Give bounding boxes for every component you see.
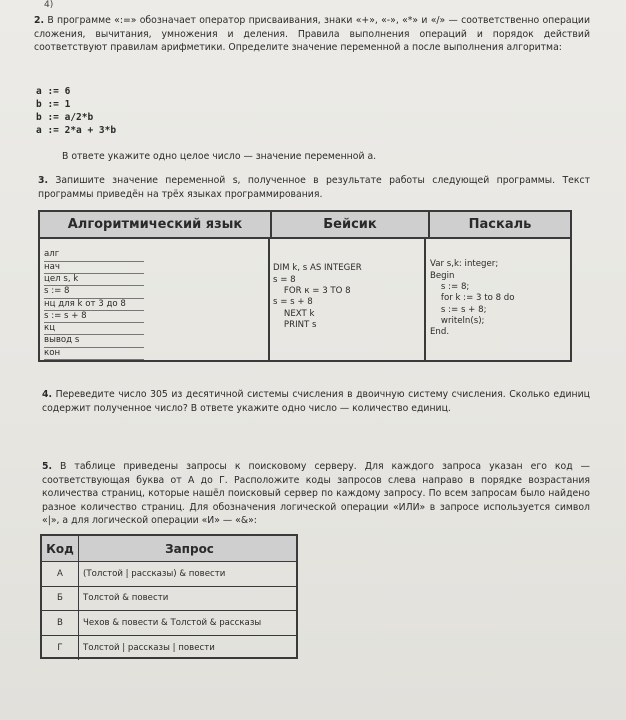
query-text: Чехов & повести & Толстой & рассказы: [83, 617, 262, 628]
code-line: алг: [44, 249, 144, 261]
basic-code: [270, 239, 426, 360]
question-2-text: В программе «:=» обозначает оператор присваивания, знаки «+», «-», «*» и «/» — соответственно операции сложения, вычитания, умножения и деления. Правила выполнения операций и порядок действий соответствуют правилам арифметики. Определите значение переменной a после выполнения алгоритма:: [34, 15, 590, 53]
code-line: цел s, k: [44, 274, 144, 286]
program-table-header: [40, 212, 570, 239]
code-line: b := a/2*b: [36, 112, 94, 123]
code-line: s = 8: [273, 274, 296, 285]
code-line: кон: [44, 348, 144, 360]
code-line: DIM k, s AS INTEGER: [273, 263, 362, 274]
query-table-header: [42, 536, 296, 562]
table-row: [42, 611, 296, 636]
question-2-number: 2.: [34, 15, 45, 26]
code-line: a := 2*a + 3*b: [36, 125, 117, 136]
table-row: [42, 587, 296, 612]
question-2-code: [36, 85, 116, 137]
header-pascal: Паскаль: [468, 217, 532, 233]
question-2-answer-hint: В ответе укажите одно целое число — значение переменной a.: [62, 151, 377, 162]
header-basic: Бейсик: [272, 212, 430, 237]
previous-answer-stub: 4): [44, 0, 54, 10]
query-code: А: [42, 562, 79, 586]
query-text: (Толстой | рассказы) & повести: [83, 568, 226, 579]
question-4: [42, 388, 590, 415]
question-3-number: 3.: [38, 175, 49, 186]
query-code: Б: [42, 587, 79, 611]
table-row: [42, 636, 296, 661]
question-5: [42, 460, 590, 528]
table-row: [42, 562, 296, 587]
question-5-text: В таблице приведены запросы к поисковому серверу. Для каждого запроса указан его код — соответствующая буква от А до Г. Расположите коды запросов слева направо в порядке возрастания количества страниц, которые нашёл поисковый сервер по каждому запросу. По всем запросам было найдено разное количество страниц. Для обозначения логической операции «ИЛИ» в запросе используется символ «|», а для логической операции «И» — «&»:: [42, 461, 590, 526]
code-line: s := s + 8: [44, 311, 144, 323]
program-table-body: [40, 239, 570, 360]
query-text: Толстой & повести: [83, 593, 169, 604]
query-code: Г: [42, 636, 79, 661]
code-line: NEXT k: [273, 308, 315, 319]
code-line: Var s,k: integer;: [430, 259, 499, 270]
question-3: [38, 174, 590, 201]
code-line: FOR к = 3 TO 8: [273, 285, 351, 296]
code-line: нц для k от 3 до 8: [44, 299, 144, 311]
code-line: a := 6: [36, 86, 71, 97]
code-line: b := 1: [36, 99, 71, 110]
query-code: В: [42, 611, 79, 635]
header-algorithmic: Алгоритмический язык: [40, 212, 272, 237]
code-line: нач: [44, 262, 144, 274]
code-line: s := s + 8;: [430, 304, 487, 315]
code-line: writeln(s);: [430, 315, 485, 326]
program-table: [38, 210, 572, 362]
question-3-text: Запишите значение переменной s, полученное в результате работы следующей программы. Текст программы приведён на трёх языках программирования.: [38, 175, 590, 200]
query-table: [40, 534, 298, 659]
header-query: Запрос: [165, 541, 214, 556]
question-4-text: Переведите число 305 из десятичной системы счисления в двоичную систему счисления. Сколько единиц содержит полученное число? В ответе укажите одно число — количество единиц.: [42, 389, 590, 414]
question-5-number: 5.: [42, 461, 53, 472]
code-line: for k := 3 to 8 do: [430, 293, 515, 304]
pascal-code: [426, 239, 570, 360]
code-line: Begin: [430, 270, 455, 281]
question-4-number: 4.: [42, 389, 53, 400]
algorithmic-code: [40, 239, 270, 360]
question-2: [34, 14, 590, 55]
code-line: End.: [430, 327, 450, 338]
code-line: s := 8;: [430, 281, 470, 292]
code-line: s = s + 8: [273, 297, 313, 308]
header-code: Код: [42, 536, 79, 561]
code-line: s := 8: [44, 286, 144, 298]
code-line: PRINT s: [273, 319, 317, 330]
query-text: Толстой | рассказы | повести: [83, 642, 215, 653]
code-line: кц: [44, 323, 144, 335]
code-line: вывод s: [44, 335, 144, 347]
